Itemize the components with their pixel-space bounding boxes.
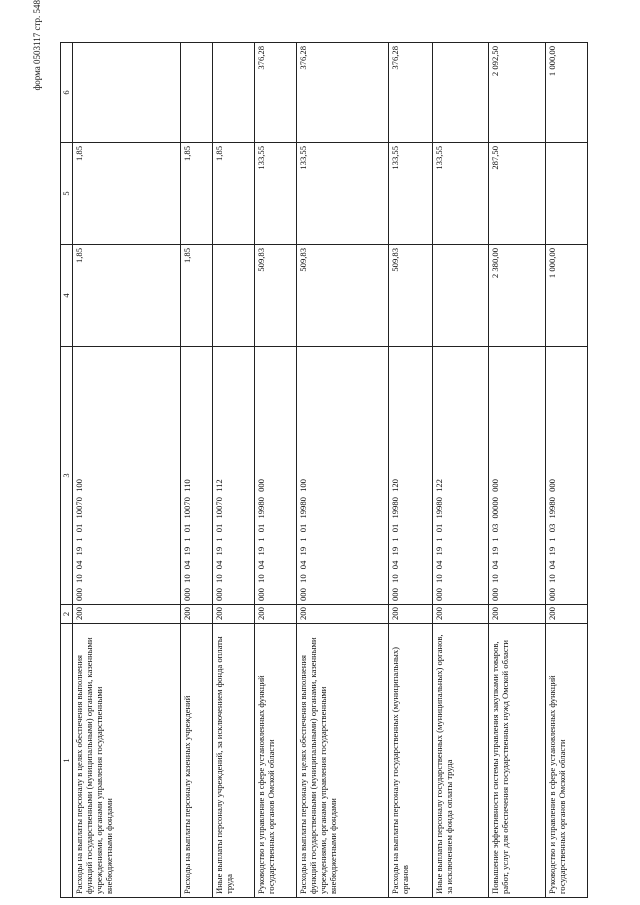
row-budget-code: 000 10 04 19 1 03 19980 000 (546, 347, 588, 605)
row-unexecuted: 376,28 (255, 43, 297, 143)
row-unexecuted (213, 43, 255, 143)
row-executed: 1,85 (73, 143, 181, 245)
table-row (73, 43, 181, 898)
row-executed: 133,55 (297, 143, 389, 245)
header-col-4: 4 (61, 245, 73, 347)
row-line-code: 200 (255, 605, 297, 624)
row-budget-code: 000 10 04 19 1 01 19980 000 (255, 347, 297, 605)
row-name: Иные выплаты персоналу государственных (муниципальных) органов, за исключением фонда оплаты труда (433, 624, 489, 898)
table-row (181, 43, 213, 898)
report-table (60, 42, 588, 898)
table-row (433, 43, 489, 898)
header-col-1: 1 (61, 624, 73, 898)
row-line-code: 200 (213, 605, 255, 624)
table-row (255, 43, 297, 898)
header-col-6: 6 (61, 43, 73, 143)
table-row (213, 43, 255, 898)
row-budget-code: 000 10 04 19 1 01 10070 100 (73, 347, 181, 605)
row-name: Руководство и управление в сфере установленных функций государственных органов Омской области (255, 624, 297, 898)
row-unexecuted: 1 000,00 (546, 43, 588, 143)
row-name: Расходы на выплаты персоналу в целях обеспечения выполнения функций государственными (муниципальными) органами, казенными учреждениями, органами управления государственными внебюджетными фондами (297, 624, 389, 898)
row-unexecuted (433, 43, 489, 143)
row-line-code: 200 (389, 605, 433, 624)
row-budget-code: 000 10 04 19 1 03 00000 000 (489, 347, 546, 605)
row-unexecuted (181, 43, 213, 143)
row-line-code: 200 (73, 605, 181, 624)
header-row (61, 43, 73, 898)
table-row (389, 43, 433, 898)
row-executed: 133,55 (389, 143, 433, 245)
row-approved: 509,83 (297, 245, 389, 347)
table-row (297, 43, 389, 898)
row-executed: 133,55 (255, 143, 297, 245)
row-line-code: 200 (433, 605, 489, 624)
row-executed: 1,85 (181, 143, 213, 245)
row-approved: 509,83 (255, 245, 297, 347)
row-name: Руководство и управление в сфере установленных функций государственных органов Омской области (546, 624, 588, 898)
row-budget-code: 000 10 04 19 1 01 19980 122 (433, 347, 489, 605)
row-line-code: 200 (489, 605, 546, 624)
row-unexecuted: 376,28 (297, 43, 389, 143)
row-executed: 287,50 (489, 143, 546, 245)
form-label: форма 0503117 стр. 548 (32, 0, 42, 91)
row-name: Иные выплаты персоналу учреждений, за исключением фонда оплаты труда (213, 624, 255, 898)
row-executed: 133,55 (433, 143, 489, 245)
row-unexecuted: 2 092,50 (489, 43, 546, 143)
row-approved: 1,85 (181, 245, 213, 347)
row-approved (213, 245, 255, 347)
row-approved: 2 380,00 (489, 245, 546, 347)
row-approved: 1 000,00 (546, 245, 588, 347)
row-name: Расходы на выплаты персоналу в целях обеспечения выполнения функций государственными (муниципальными) органами, казенными учреждениями, органами управления государственными внебюджетными фондами (73, 624, 181, 898)
report-table-rotated (60, 43, 590, 898)
header-col-3: 3 (61, 347, 73, 605)
row-approved (433, 245, 489, 347)
row-line-code: 200 (297, 605, 389, 624)
table-row (546, 43, 588, 898)
row-budget-code: 000 10 04 19 1 01 19980 100 (297, 347, 389, 605)
row-unexecuted (73, 43, 181, 143)
row-executed: 1,85 (213, 143, 255, 245)
row-name: Расходы на выплаты персоналу казенных учреждений (181, 624, 213, 898)
row-budget-code: 000 10 04 19 1 01 19980 120 (389, 347, 433, 605)
row-unexecuted: 376,28 (389, 43, 433, 143)
row-name: Повышение эффективности системы управления закупками товаров, работ, услуг для обеспечения государственных нужд Омской области (489, 624, 546, 898)
row-approved: 509,83 (389, 245, 433, 347)
header-col-5: 5 (61, 143, 73, 245)
row-budget-code: 000 10 04 19 1 01 10070 112 (213, 347, 255, 605)
header-col-2: 2 (61, 605, 73, 624)
row-approved: 1,85 (73, 245, 181, 347)
row-line-code: 200 (181, 605, 213, 624)
table-row (489, 43, 546, 898)
row-executed (546, 143, 588, 245)
row-name: Расходы на выплаты персоналу государственных (муниципальных) органов (389, 624, 433, 898)
row-line-code: 200 (546, 605, 588, 624)
row-budget-code: 000 10 04 19 1 01 10070 110 (181, 347, 213, 605)
